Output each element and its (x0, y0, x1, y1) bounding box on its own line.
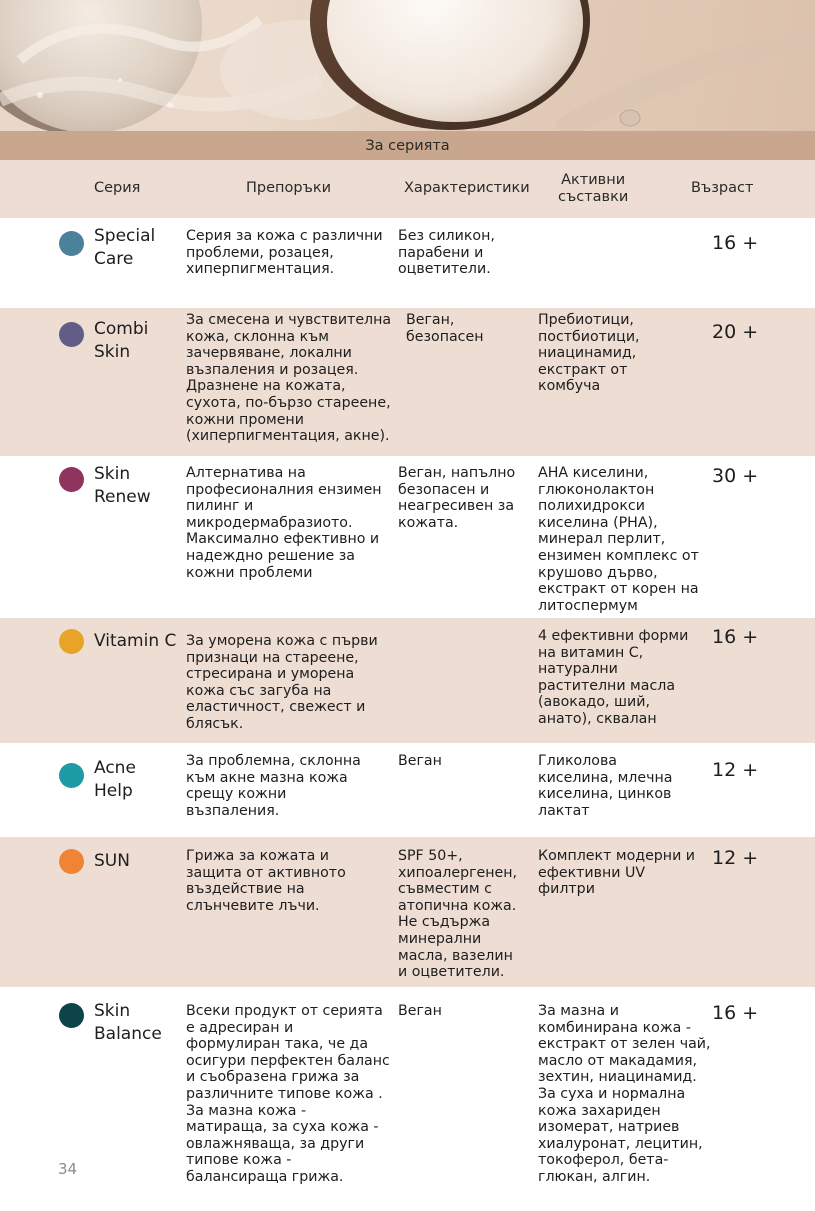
series-color-dot (59, 231, 84, 256)
column-header-actives-line1: Активни (561, 172, 626, 188)
age-cell: 16 + (712, 232, 759, 254)
characteristics-cell: Веган (398, 1003, 442, 1019)
recommendations-cell: За уморена кожа с първи признаци на стареене, стресирана и уморена кожа със загуба на еластичност, свежест и блясък. (186, 633, 378, 732)
series-color-dot (59, 467, 84, 492)
column-header-characteristics: Характеристики (404, 180, 530, 196)
characteristics-cell: Веган (398, 753, 442, 769)
page-number: 34 (58, 1160, 78, 1178)
series-name-line2: Renew (94, 487, 151, 507)
actives-cell: Комплект модерни и ефективни UV филтри (538, 848, 696, 898)
column-header-series: Серия (94, 180, 141, 196)
column-header-actives (558, 172, 628, 206)
recommendations-cell: За проблемна, склонна към акне мазна кожа срещу кожни възпаления. (186, 753, 361, 819)
series-name (94, 318, 189, 364)
actives-cell: AHA киселини, глюконолактон полихидрокси киселина (PHA), минерал перлит, ензимен комплекс от крушово дърво, екстракт от корен на литоспермум (538, 465, 699, 614)
column-header-recommendations: Препоръки (246, 180, 332, 196)
actives-cell: 4 ефективни форми на витамин С, натурални растителни масла (авокадо, ший, анато), сквалан (538, 628, 689, 727)
series-color-dot (59, 1003, 84, 1028)
series-name-line2: Help (94, 781, 133, 801)
series-name-line1: Skin (94, 464, 131, 484)
series-color-dot (59, 763, 84, 788)
age-cell: 16 + (712, 626, 759, 648)
column-header-age: Възраст (691, 180, 754, 196)
table-row (0, 218, 815, 308)
table-row (0, 743, 815, 837)
section-title: За серията (0, 131, 815, 160)
series-name (94, 463, 189, 509)
recommendations-cell: Алтернатива на професионалния ензимен пилинг и микродермабразиото. Максимално ефективно и надеждно решение за кожни проблеми (186, 465, 382, 581)
recommendations-cell: Грижа за кожата и защита от активното въздействие на слънчевите лъчи. (186, 848, 346, 914)
actives-cell: Пребиотици, постбиотици, ниацинамид, екстракт от комбуча (538, 312, 640, 395)
series-name-line1: Skin (94, 1001, 131, 1021)
series-name (94, 1000, 189, 1046)
series-color-dot (59, 629, 84, 654)
series-name-line1: Special (94, 226, 156, 246)
age-cell: 30 + (712, 465, 759, 487)
recommendations-cell: Всеки продукт от серията е адресиран и формулиран така, че да осигури перфектен баланс и съобразена грижа за различните типове кожа . За мазна кожа - матираща, за суха кожа - овлажняваща, за други типове кожа - балансираща грижа. (186, 1003, 390, 1185)
table-row (0, 618, 815, 743)
actives-cell: Гликолова киселина, млечна киселина, цинков лактат (538, 753, 673, 819)
age-cell: 20 + (712, 321, 759, 343)
age-cell: 12 + (712, 759, 759, 781)
characteristics-cell: Веган, безопасен (406, 312, 484, 345)
series-name-line2: Skin (94, 342, 131, 362)
series-name-line1: Acne (94, 758, 136, 778)
characteristics-cell: Без силикон, парабени и оцветители. (398, 228, 495, 278)
series-name (94, 757, 189, 803)
series-name-line1: Vitamin C (94, 631, 177, 651)
table-row (0, 308, 815, 456)
table-row (0, 837, 815, 987)
characteristics-cell: Веган, напълно безопасен и неагресивен за кожата. (398, 465, 516, 531)
recommendations-cell: За смесена и чувствителна кожа, склонна към зачервяване, локални възпаления и розацея. Дразнене на кожата, сухота, по-бързо стареене, кожни промени (хиперпигментация, акне). (186, 312, 392, 445)
table-row (0, 456, 815, 618)
series-name (94, 225, 189, 271)
series-name-line2: Care (94, 249, 134, 269)
actives-cell: За мазна и комбинирана кожа - екстракт от зелен чай, масло от макадамия, зехтин, ниацинамид. За суха и нормална кожа захариден изомерат, натриев хиалуронат, лецитин, токоферол, бета-глюкан, алгин. (538, 1003, 711, 1185)
column-header-actives-line2: съставки (558, 189, 629, 205)
table-header (0, 160, 815, 218)
hero-image (0, 0, 815, 131)
cosmetic-texture-image (0, 0, 815, 131)
series-name-line1: Combi (94, 319, 149, 339)
series-name (94, 850, 189, 873)
age-cell: 16 + (712, 1002, 759, 1024)
age-cell: 12 + (712, 847, 759, 869)
table-row (0, 987, 815, 1211)
recommendations-cell: Серия за кожа с различни проблеми, розацея, хиперпигментация. (186, 228, 383, 278)
series-color-dot (59, 322, 84, 347)
series-color-dot (59, 849, 84, 874)
series-name-line1: SUN (94, 851, 130, 871)
characteristics-cell: SPF 50+, хипоалергенен, съвместим с атопична кожа. Не съдържа минерални масла, вазелин и оцветители. (398, 848, 518, 981)
series-name-line2: Balance (94, 1024, 162, 1044)
